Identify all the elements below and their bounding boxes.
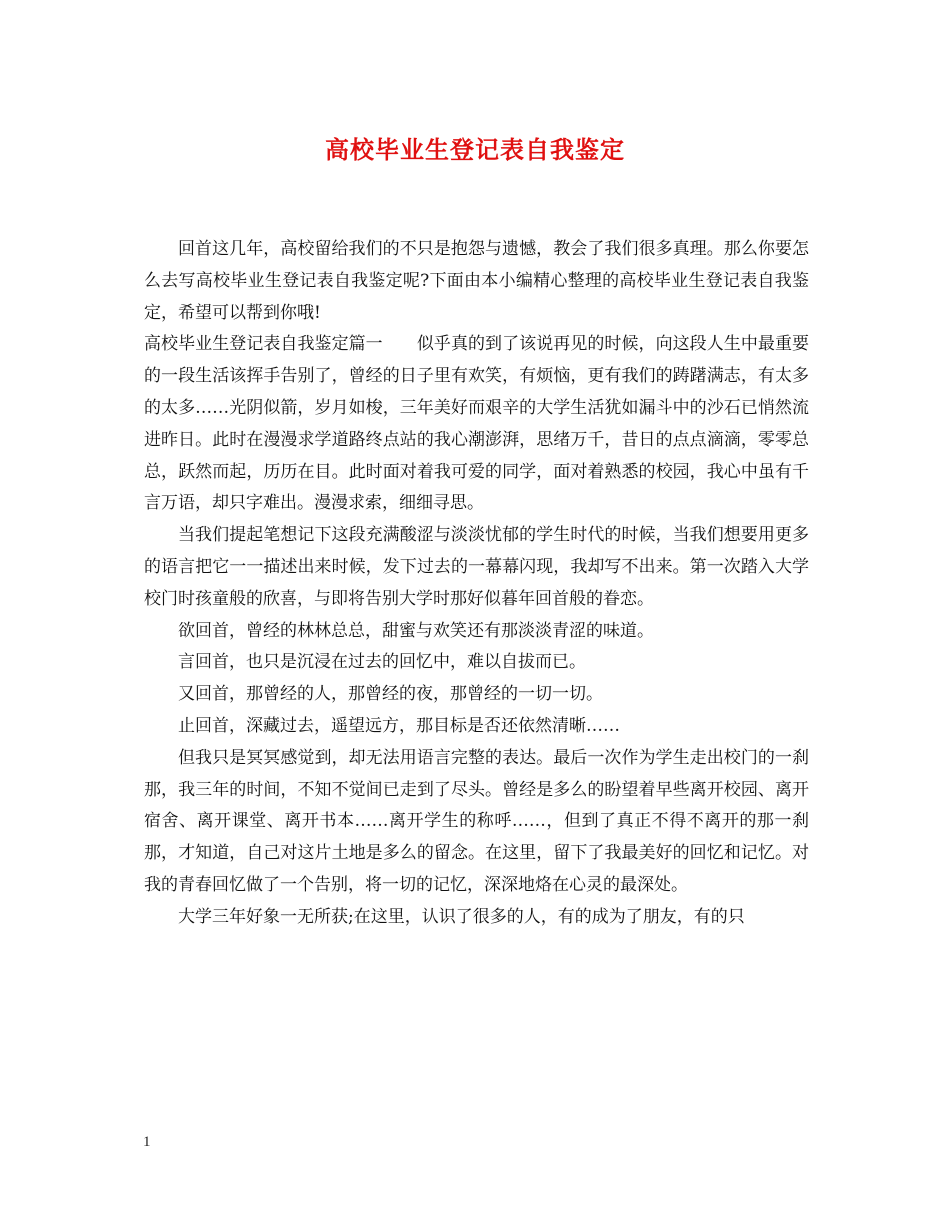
paragraph-you-huishou: 又回首，那曾经的人，那曾经的夜，那曾经的一切一切。 [178, 684, 603, 705]
paragraph-intro: 回首这几年，高校留给我们的不只是抱怨与遗憾，教会了我们很多真理。那么你要怎么去写高校毕业生登记表自我鉴定呢?下面由本小编精心整理的高校毕业生登记表自我鉴定，希望可以帮到你哦! [144, 239, 809, 323]
paragraph-yan-huishou: 言回首，也只是沉浸在过去的回忆中，难以自拔而已。 [178, 652, 586, 673]
paragraph-farewell: 但我只是冥冥感觉到，却无法用语言完整的表达。最后一次作为学生走出校门的一刹那，我三年的时间，不知不觉间已走到了尽头。曾经是多么的盼望着早些离开校园、离开宿舍、离开课堂、离开书本……离开学生的称呼……，但到了真正不得不离开的那一刹那，才知道，自己对这片土地是多么的留念。在这里，留下了我最美好的回忆和记忆。对我的青春回忆做了一个告别，将一切的记忆，深深地烙在心灵的最深处。 [144, 747, 809, 895]
paragraph-writing: 当我们提起笔想记下这段充满酸涩与淡淡忧郁的学生时代的时候，当我们想要用更多的语言把它一一描述出来时候，发下过去的一幕幕闪现，我却写不出来。第一次踏入大学校门时孩童般的欣喜，与即将告别大学时那好似暮年回首般的眷恋。 [144, 525, 809, 609]
document-title: 高校毕业生登记表自我鉴定 [325, 135, 625, 164]
paragraph-zhi-huishou: 止回首，深藏过去，遥望远方，那目标是否还依然清晰…… [178, 715, 620, 736]
paragraph-three-years: 大学三年好象一无所获;在这里，认识了很多的人，有的成为了朋友，有的只 [178, 906, 745, 927]
page-number: 1 [143, 1134, 151, 1150]
paragraph-yu-huishou: 欲回首，曾经的林林总总，甜蜜与欢笑还有那淡淡青涩的味道。 [178, 620, 654, 641]
paragraph-section-one: 高校毕业生登记表自我鉴定篇一 似乎真的到了该说再见的时候，向这段人生中最重要的一段生活该挥手告别了，曾经的日子里有欢笑，有烦恼，更有我们的踌躇满志，有太多的太多……光阴似箭，岁月如梭，三年美好而艰辛的大学生活犹如漏斗中的沙石已悄然流进昨日。此时在漫漫求学道路终点站的我心潮澎湃，思绪万千，昔日的点点滴滴，零零总总，跃然而起，历历在目。此时面对着我可爱的同学，面对着熟悉的校园，我心中虽有千言万语，却只字难出。漫漫求索，细细寻思。 [144, 334, 809, 514]
document-body [144, 234, 809, 934]
